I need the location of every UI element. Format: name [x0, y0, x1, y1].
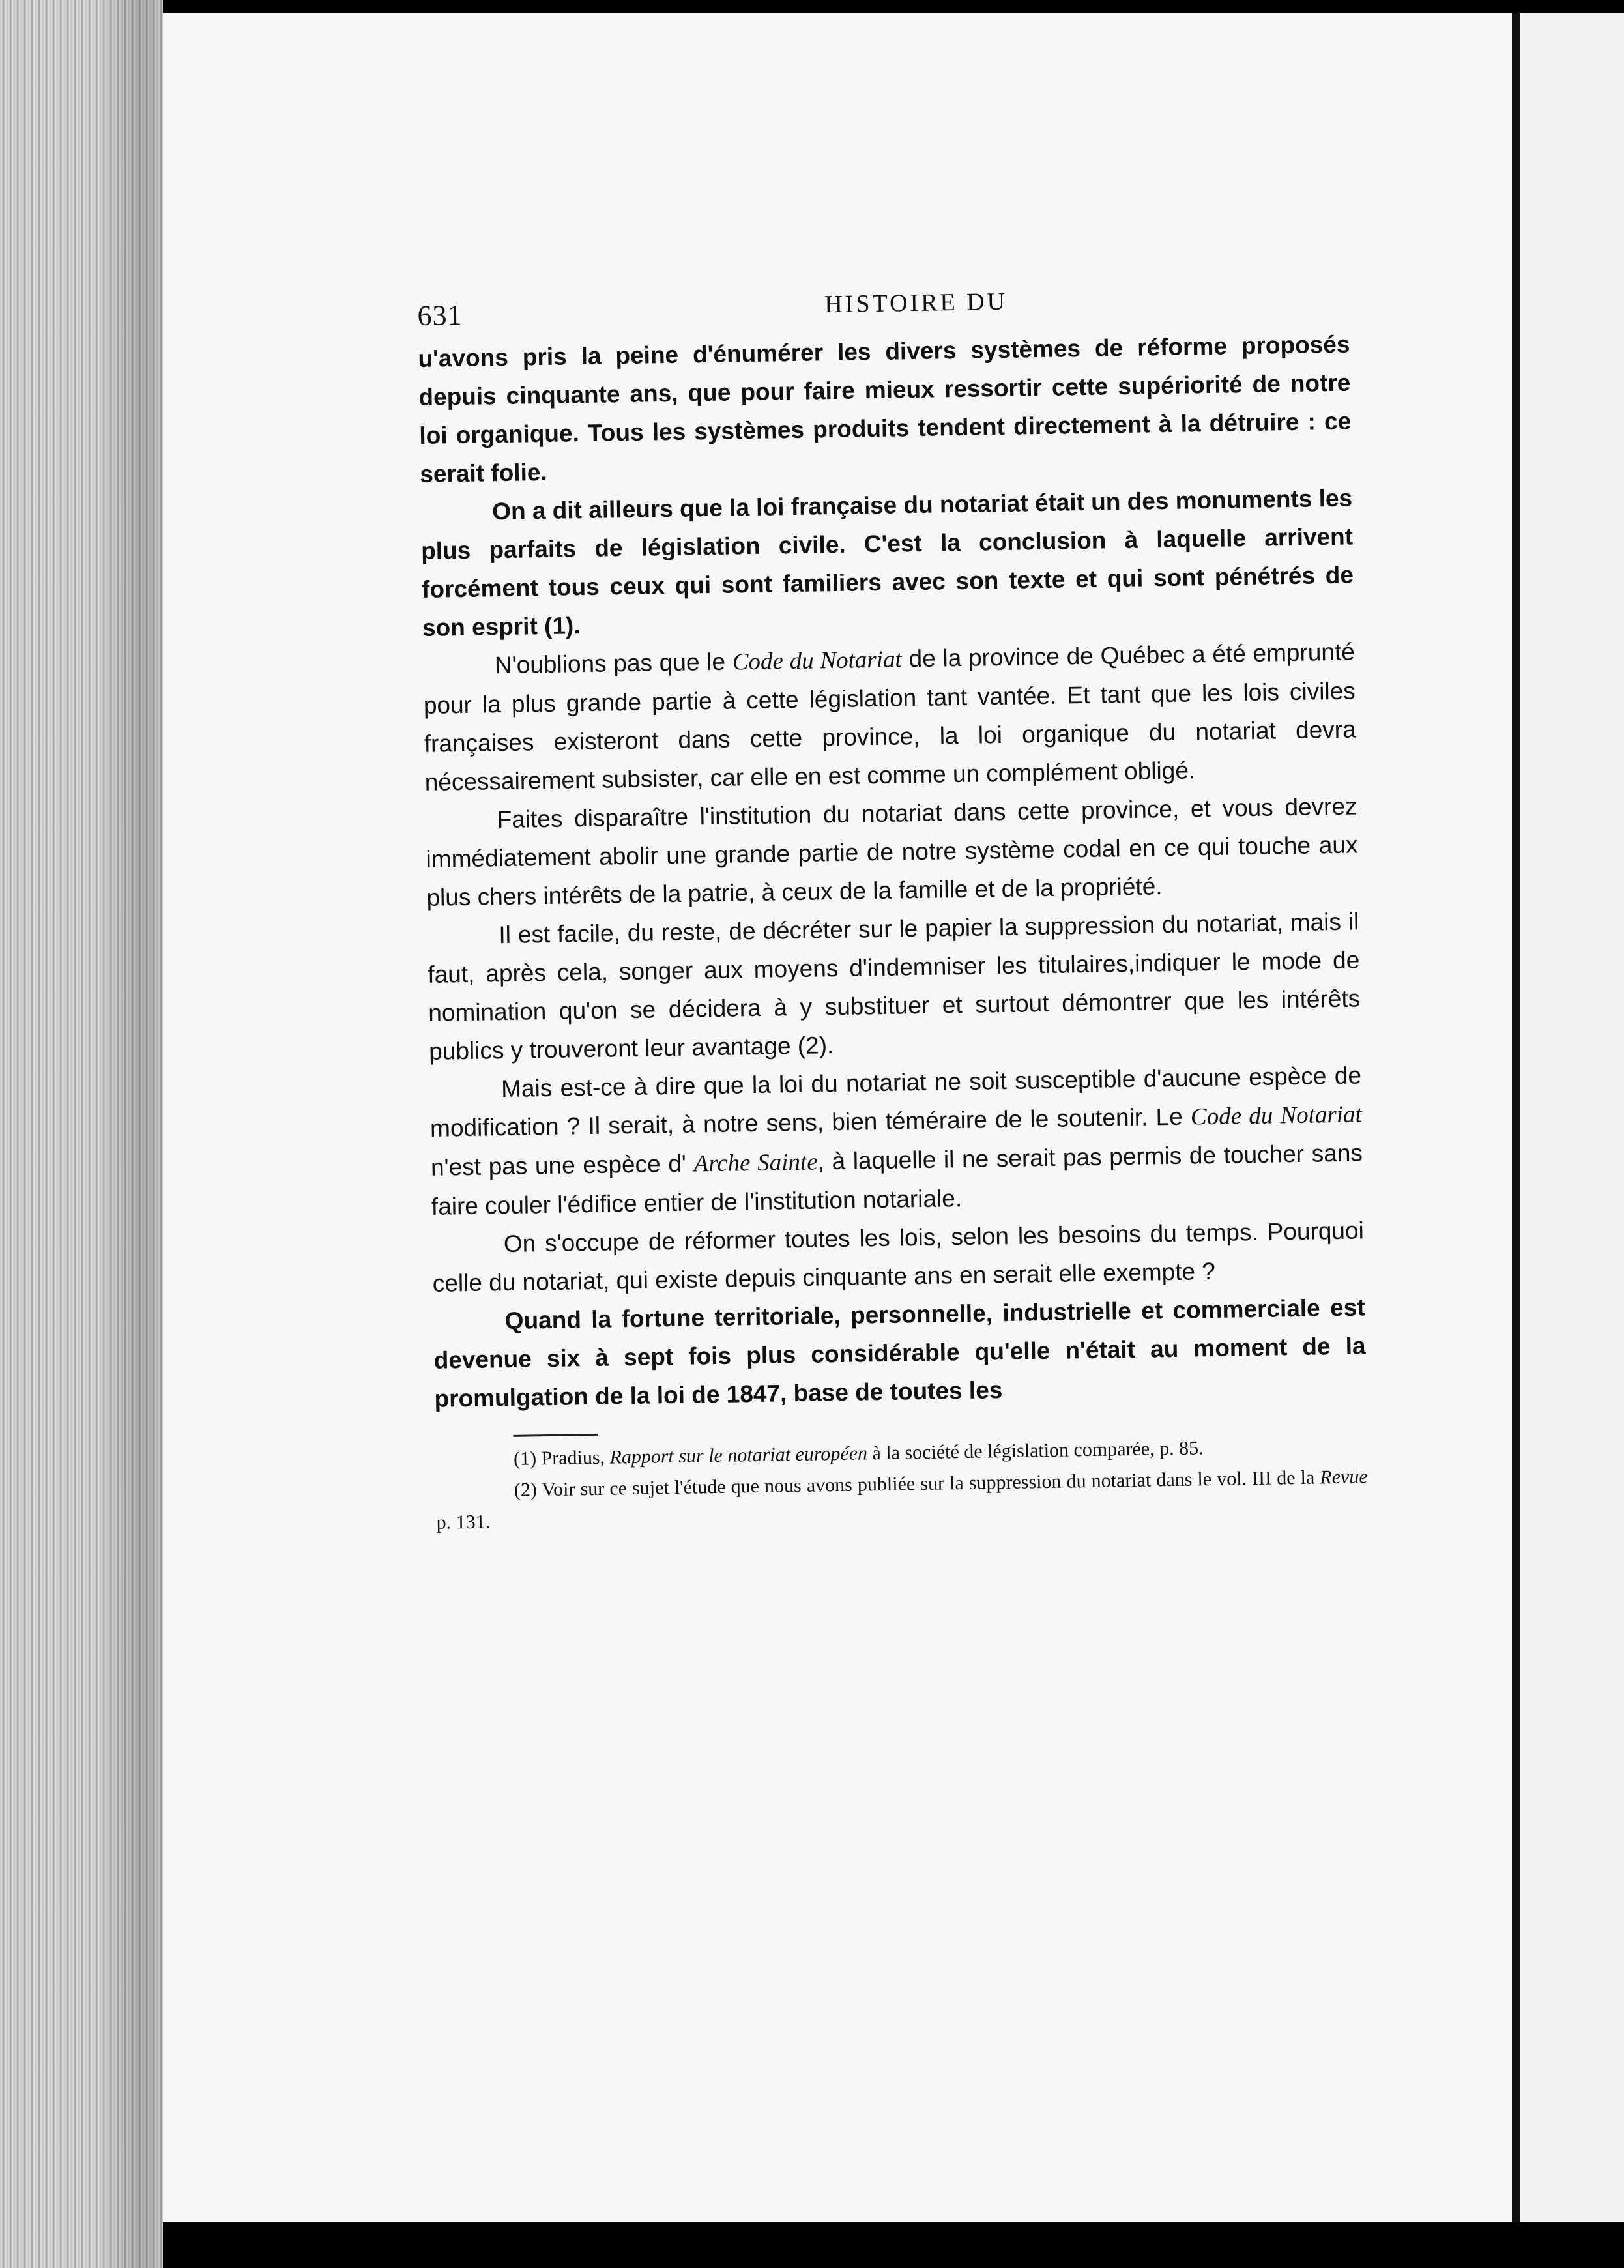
footnote-1-text-end: à la société de législation comparée, p. 85.	[867, 1437, 1204, 1464]
paragraph-2: On a dit ailleurs que la loi française du notariat était un des monuments les plus parfaits de législation civile. C'est la conclusion à laquelle arrivent forcément tous ceux qui sont familiers avec son texte et qui sont pénétrés de son esprit (1).	[420, 484, 1354, 641]
paragraph-4: Faites disparaître l'institution du notariat dans cette province, et vous devrez immédiatement abolir une grande partie de notre système codal en ce qui touche aux plus chers intérêts de la patrie, à ceux de la famille et de la propriété.	[426, 792, 1358, 911]
paragraph-3	[422, 632, 1357, 801]
facing-page-edge	[1520, 13, 1624, 2222]
paragraph-8: Quand la fortune territoriale, personnelle, industrielle et commerciale est devenue six à sept fois plus considérable qu'elle n'était au moment de la promulgation de la loi de 1847, base de toutes les	[433, 1294, 1366, 1412]
paragraph-6-text-end: , à laquelle il ne serait pas permis de toucher sans faire couler l'édifice entier de l'institution notariale.	[431, 1139, 1363, 1220]
paragraph-3-text: N'oublions pas que le	[494, 648, 733, 679]
paragraph-6-text-middle: n'est pas une espèce d'	[430, 1150, 694, 1181]
footnotes	[435, 1430, 1369, 1538]
footnote-1-marker: (1)	[513, 1447, 537, 1470]
page-number: 631	[417, 298, 463, 332]
footnote-rule	[513, 1434, 598, 1437]
footnote-2-text: Voir sur ce sujet l'étude que nous avons publiée sur la suppression du notariat dans le vol. III de la	[542, 1466, 1320, 1501]
paragraph-6	[429, 1056, 1364, 1225]
gutter-shadow	[98, 0, 169, 2268]
body-text	[418, 325, 1369, 1539]
paragraph-1: u'avons pris la peine d'énumérer les divers systèmes de réforme proposés depuis cinquante ans, que pour faire mieux ressortir cette supériorité de notre loi organique. Tous les systèmes produits tendent directement à la détruire : ce serait folie.	[418, 330, 1352, 487]
paragraph-5: Il est facile, du reste, de décréter sur le papier la suppression du notariat, mais il faut, après cela, songer aux moyens d'indemniser les titulaires,indiquer le mode de nomination qu'on se décidera à y substituer et surtout démontrer que les intérêts publics y trouveront leur avantage (2).	[428, 908, 1361, 1065]
footnote-2-marker: (2)	[514, 1479, 538, 1501]
footnote-1-text: Pradius,	[541, 1446, 610, 1470]
running-title: HISTOIRE DU	[824, 287, 1008, 319]
page-content	[251, 280, 1369, 1541]
paragraph-6-text: Mais est-ce à dire que la loi du notariat ne soit susceptible d'aucune espèce de modification ? Il serait, à notre sens, bien téméraire de le soutenir. Le	[429, 1062, 1362, 1142]
paragraph-3-italic: Code du Notariat	[732, 646, 903, 676]
footnote-2-italic: Revue	[1320, 1466, 1368, 1489]
paragraph-7: On s'occupe de réformer toutes les lois, selon les besoins du temps. Pourquoi celle du notariat, qui existe depuis cinquante ans en serait elle exempte ?	[432, 1217, 1365, 1297]
paragraph-3-text-end: de la province de Québec a été emprunté pour la plus grande partie à cette législation tant vantée. Et tant que les lois civiles françaises existeront dans cette province, la loi organique du notariat devra nécessairement subsister, car elle en est comme un complément obligé.	[423, 638, 1356, 796]
paragraph-6-italic: Code du Notariat	[1190, 1101, 1363, 1131]
footnote-1-italic: Rapport sur le notariat européen	[609, 1442, 868, 1468]
paragraph-6-italic-2: Arche Sainte	[693, 1148, 818, 1178]
page-divider	[1512, 13, 1520, 2222]
footnote-2-text-end: p. 131.	[436, 1511, 491, 1534]
